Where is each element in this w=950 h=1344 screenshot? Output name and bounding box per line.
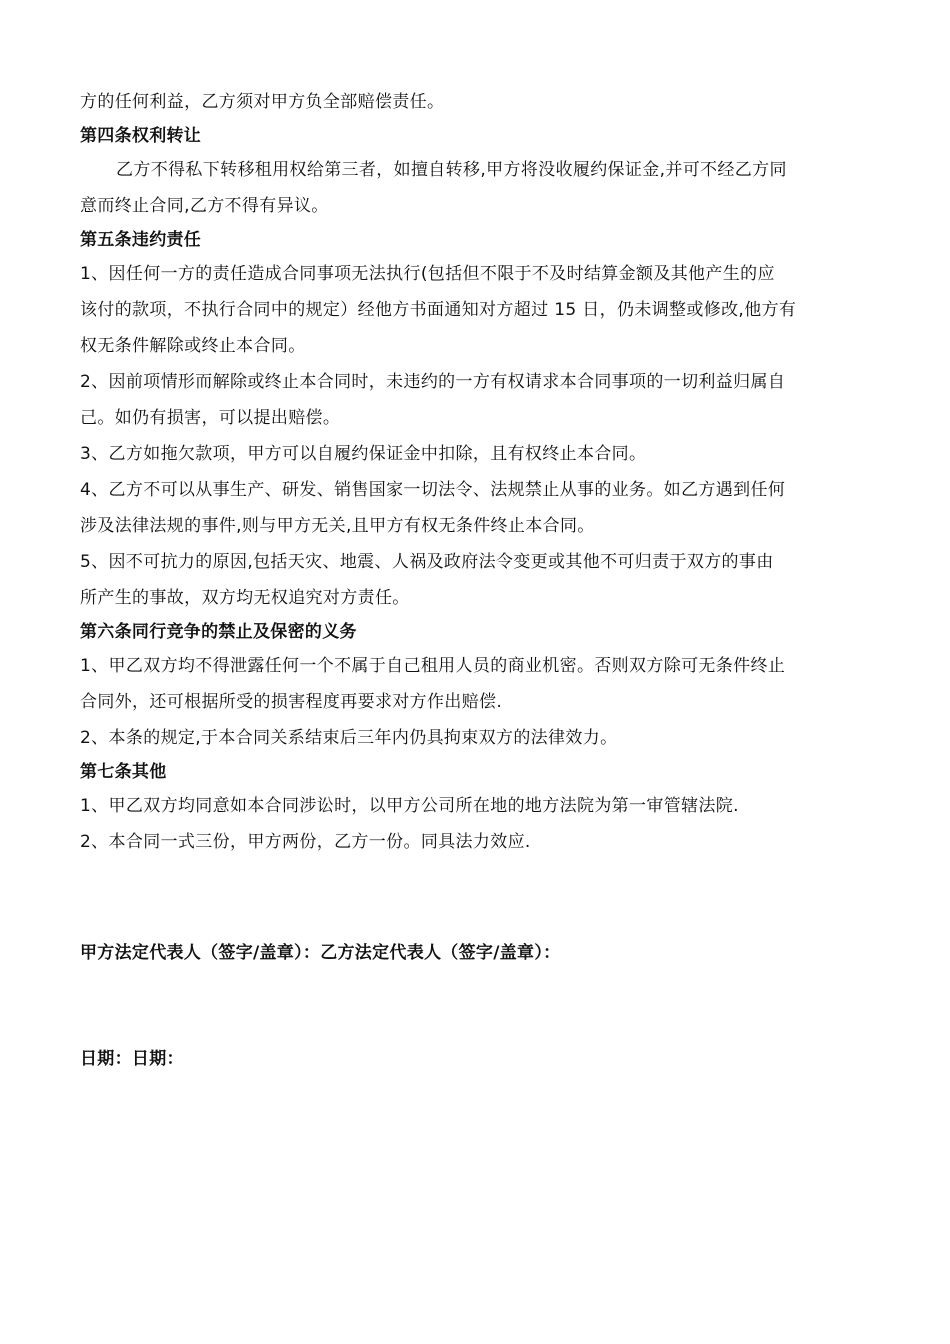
section-heading-5: 第五条违约责任	[80, 230, 202, 250]
paragraph-line: 意而终止合同,乙方不得有异议。	[80, 196, 329, 216]
section-heading-4: 第四条权利转让	[80, 126, 202, 146]
clause-5-2-line: 2、因前项情形而解除或终止本合同时，未违约的一方有权请求本合同事项的一切利益归属自	[80, 372, 786, 392]
clause-6-2-line: 2、本条的规定,于本合同关系结束后三年内仍具拘束双方的法律效力。	[80, 728, 618, 748]
clause-5-1-line: 权无条件解除或终止本合同。	[80, 336, 306, 356]
signature-representatives: 甲方法定代表人（签字/盖章）：乙方法定代表人（签字/盖章）：	[80, 943, 561, 963]
clause-5-1-line: 1、因任何一方的责任造成合同事项无法执行(包括但不限于不及时结算金额及其他产生的应	[80, 264, 775, 284]
clause-7-2-line: 2、本合同一式三份，甲方两份，乙方一份。同具法力效应.	[80, 832, 531, 852]
clause-7-1-line: 1、甲乙双方均同意如本合同涉讼时，以甲方公司所在地的地方法院为第一审管辖法院.	[80, 796, 739, 816]
paragraph-line: 乙方不得私下转移租用权给第三者，如擅自转移,甲方将没收履约保证金,并可不经乙方同	[116, 160, 787, 180]
paragraph-line: 方的任何利益，乙方须对甲方负全部赔偿责任。	[80, 92, 445, 112]
clause-5-1-line: 该付的款项，不执行合同中的规定）经他方书面通知对方超过 15 日，仍未调整或修改,他方有	[80, 300, 797, 320]
clause-5-4-line: 涉及法律法规的事件,则与甲方无关,且甲方有权无条件终止本合同。	[80, 516, 595, 536]
clause-5-4-line: 4、乙方不可以从事生产、研发、销售国家一切法令、法规禁止从事的业务。如乙方遇到任何	[80, 480, 786, 500]
clause-5-5-line: 所产生的事故，双方均无权追究对方责任。	[80, 588, 410, 608]
clause-6-1-line: 1、甲乙双方均不得泄露任何一个不属于自己租用人员的商业机密。否则双方除可无条件终止	[80, 656, 786, 676]
section-heading-7: 第七条其他	[80, 762, 167, 782]
clause-5-3-line: 3、乙方如拖欠款项，甲方可以自履约保证金中扣除，且有权终止本合同。	[80, 444, 647, 464]
clause-5-2-line: 己。如仍有损害，可以提出赔偿。	[80, 408, 341, 428]
clause-5-5-line: 5、因不可抗力的原因,包括天灾、地震、人祸及政府法令变更或其他不可归责于双方的事由	[80, 552, 774, 572]
section-heading-6: 第六条同行竞争的禁止及保密的义务	[80, 622, 357, 642]
clause-6-1-line: 合同外，还可根据所受的损害程度再要求对方作出赔偿.	[80, 692, 503, 712]
contract-body	[80, 84, 870, 860]
signature-dates: 日期：日期：	[80, 1049, 184, 1069]
